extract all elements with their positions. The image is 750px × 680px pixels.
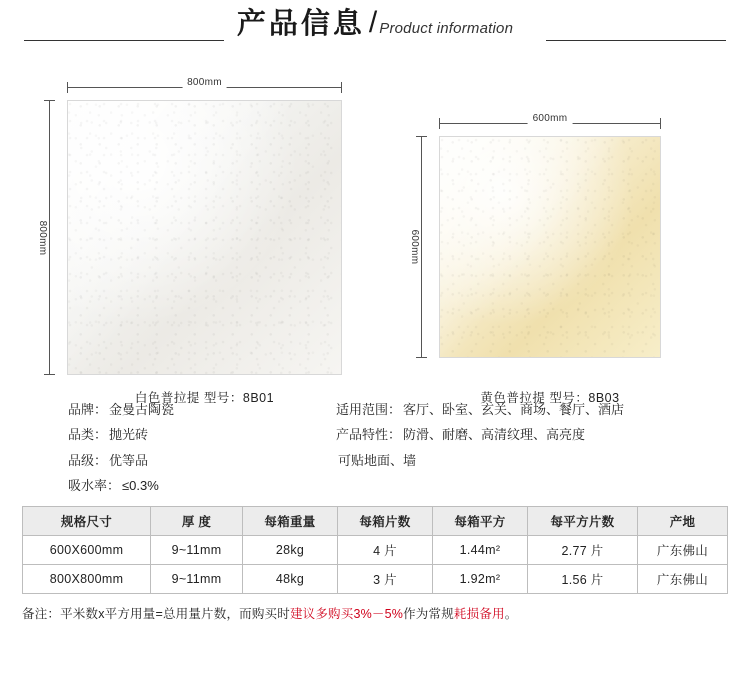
table-header-cell: 每平方片数 [528,507,638,536]
spec-key: 品级： [68,452,108,468]
spec-row [336,453,624,469]
dim-cap-end-icon [416,357,427,358]
table-header-cell: 每箱重量 [243,507,338,536]
spec-table-body [23,536,728,594]
spec-key: 产品特性： [336,427,402,443]
tile-caption-yellow: 黄色普拉提 型号：8B03 [480,391,620,405]
table-cell: 9~11mm [151,536,243,565]
table-cell: 600X600mm [23,536,151,565]
note-highlight-discount: 建议多购买3%－5% [289,607,404,621]
spec-value: 金曼古陶瓷 [109,402,175,417]
title-slash: / [368,6,378,39]
page-title-cn: 产品信息 [236,6,365,40]
dimension-top-yellow-label: 600mm [528,113,573,124]
table-cell: 广东佛山 [638,536,728,565]
spec-value: ≤0.3% [122,477,159,493]
page-header [0,8,750,72]
spec-key: 适用范围： [336,402,402,417]
note-middle: 作为常规 [403,607,454,621]
spec-value: 客厅、卧室、玄关、商场、餐厅、酒店 [403,402,625,417]
table-header-cell: 每箱片数 [338,507,433,536]
table-header-cell: 每箱平方 [433,507,528,536]
table-cell: 4 片 [338,536,433,565]
tile-gloss-overlay [440,137,660,357]
spec-key: 品类： [68,427,108,443]
dim-cap-end-icon [660,118,661,129]
dim-bar [409,137,422,357]
spec-text-block [0,402,750,502]
footer-note [22,604,728,622]
spec-key: 吸水率： [68,477,121,493]
page-title-en: Product information [379,20,514,37]
table-header-row [23,507,728,536]
spec-value: 抛光砖 [109,427,149,443]
dim-bar [37,101,50,374]
spec-row [68,402,174,418]
spec-row [68,478,174,494]
dim-bar [68,76,341,88]
table-row [23,536,728,565]
dim-bar [440,112,660,124]
note-suffix: 。 [504,607,518,621]
table-cell: 28kg [243,536,338,565]
tile-image-white [67,100,342,375]
table-cell: 3 片 [338,565,433,594]
spec-value: 防滑、耐磨、高清纹理、高亮度 [403,427,586,443]
table-cell: 1.44m² [433,536,528,565]
tile-image-yellow [439,136,661,358]
table-cell: 800X800mm [23,565,151,594]
table-cell: 广东佛山 [638,565,728,594]
table-cell: 1.56 片 [528,565,638,594]
tile-showcase [0,72,750,405]
table-cell: 9~11mm [151,565,243,594]
table-row [23,565,728,594]
spec-table [22,506,728,594]
spec-row [68,453,174,469]
table-cell: 48kg [243,565,338,594]
spec-column-right [336,402,624,478]
dimension-left-white [37,100,58,375]
tile-gloss-overlay [68,101,341,374]
page-title [237,8,513,38]
dimension-left-yellow-label: 600mm [409,226,420,269]
note-highlight-loss: 耗损备用 [453,607,505,621]
header-rule-right [546,40,726,41]
dimension-left-yellow [409,136,430,358]
table-cell: 2.77 片 [528,536,638,565]
spec-column-left [68,402,174,503]
table-header-cell: 产地 [638,507,728,536]
spec-table-head [23,507,728,536]
dimension-top-yellow [439,114,661,132]
table-header-cell: 厚 度 [151,507,243,536]
dimension-top-white-label: 800mm [182,77,227,88]
dim-cap-end-icon [44,374,55,375]
note-prefix: 备注：平米数x平方用量=总用量片数，而购买时 [22,607,290,621]
spec-row [68,427,174,443]
tile-caption-white: 白色普拉提 型号：8B01 [134,391,275,405]
dimension-left-white-label: 800mm [37,216,48,259]
header-rule-left [24,40,224,41]
spec-row [336,402,624,418]
table-cell: 1.92m² [433,565,528,594]
dim-cap-end-icon [341,82,342,93]
spec-key: 品牌： [68,402,108,417]
spec-table-wrapper [0,506,750,594]
dimension-top-white [67,78,342,96]
spec-value: 可贴地面、墙 [338,452,417,468]
spec-value: 优等品 [109,452,149,468]
table-header-cell: 规格尺寸 [23,507,151,536]
spec-row [336,427,624,443]
